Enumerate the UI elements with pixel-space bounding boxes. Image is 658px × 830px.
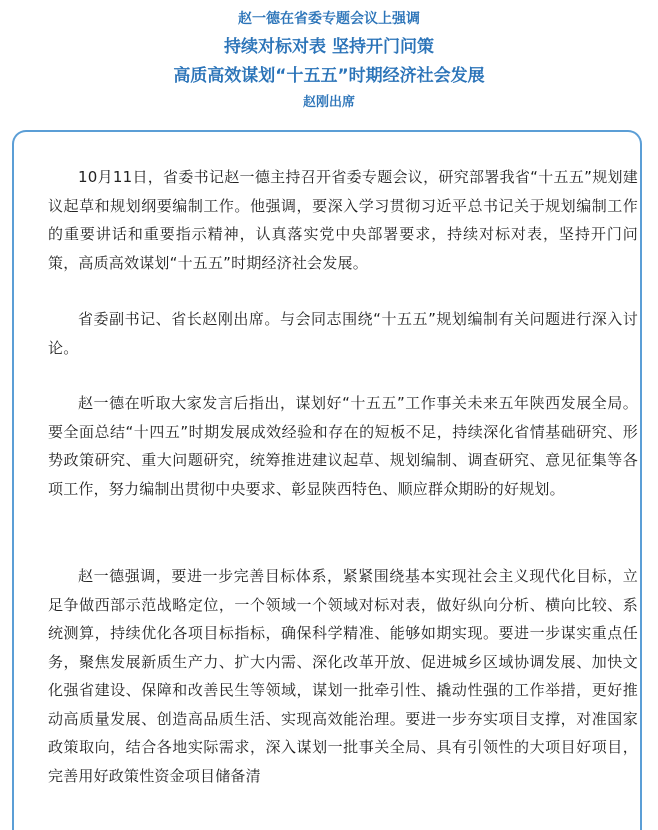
kicker-headline: 赵一德在省委专题会议上强调 bbox=[238, 11, 420, 27]
article-paragraph-1: 10月11日，省委书记赵一德主持召开省委专题会议，研究部署我省“十五五”规划建议起草和规划纲要编制工作。他强调，要深入学习贯彻习近平总书记关于规划编制工作的重要讲话和重要指示精神，认真落实党中央部署要求，持续对标对表，坚持开门问策，高质高效谋划“十五五”时期经济社会发展。 bbox=[48, 168, 638, 272]
main-headline-line-2: 高质高效谋划“十五五”时期经济社会发展 bbox=[173, 66, 485, 86]
main-headline-line-1: 持续对标对表 坚持开门问策 bbox=[224, 37, 434, 57]
article-paragraph-2: 省委副书记、省长赵刚出席。与会同志围绕“十五五”规划编制有关问题进行深入讨论。 bbox=[48, 310, 638, 357]
sub-headline: 赵刚出席 bbox=[302, 95, 355, 110]
article-paragraph-3: 赵一德在听取大家发言后指出，谋划好“十五五”工作事关未来五年陕西发展全局。要全面总结“十四五”时期发展成效经验和存在的短板不足，持续深化省情基础研究、形势政策研究、重大问题研究，统筹推进建议起草、规划编制、调查研究、意见征集等各项工作，努力编制出贯彻中央要求、彰显陕西特色、顺应群众期盼的好规划。 bbox=[48, 394, 638, 498]
article-paragraph-4: 赵一德强调，要进一步完善目标体系，紧紧围绕基本实现社会主义现代化目标，立足争做西部示范战略定位，一个领域一个领域对标对表，做好纵向分析、横向比较、系统测算，持续优化各项目标指标，确保科学精准、能够如期实现。要进一步谋实重点任务，聚焦发展新质生产力、扩大内需、深化改革开放、促进城乡区域协调发展、加快文化强省建设、保障和改善民生等领域，谋划一批牵引性、撬动性强的工作举措，更好推动高质量发展、创造高品质生活、实现高效能治理。要进一步夯实项目支撑，对准国家政策取向，结合各地实际需求，深入谋划一批事关全局、具有引领性的大项目好项目，完善用好政策性资金项目储备清 bbox=[48, 567, 638, 785]
